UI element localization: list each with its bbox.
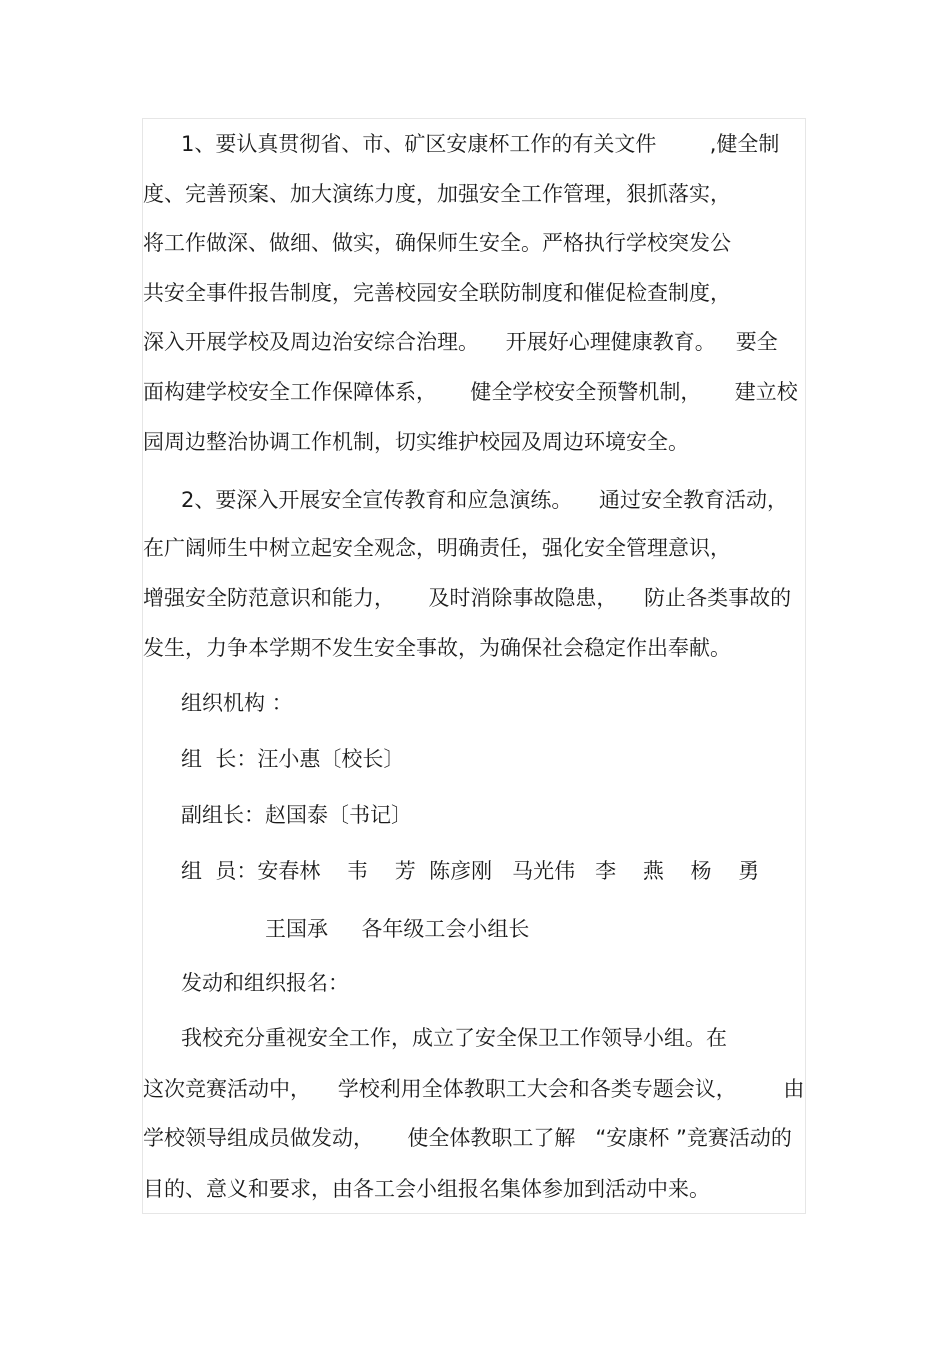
paragraph1-line-7: 园周边整治协调工作机制，切实维护校园及周边环境安全。 — [143, 430, 689, 454]
paragraph1-line-6: 面构建学校安全工作保障体系， 健全学校安全预警机制， 建立校 — [143, 380, 798, 404]
paragraph2-line-3: 增强安全防范意识和能力， 及时消除事故隐患， 防止各类事故的 — [143, 586, 792, 610]
paragraph2-line-2: 在广阔师生中树立起安全观念，明确责任，强化安全管理意识， — [143, 536, 731, 560]
paragraph1-line-3: 将工作做深、做细、做实，确保师生安全。严格执行学校突发公 — [143, 231, 731, 255]
paragraph3-line-2: 这次竞赛活动中， 学校利用全体教职工大会和各类专题会议， 由 — [143, 1077, 805, 1101]
paragraph1-line-4: 共安全事件报告制度，完善校园安全联防制度和催促检查制度， — [143, 281, 731, 305]
members-line-2: 王国承 各年级工会小组长 — [265, 917, 530, 941]
paragraph2-line-1: 2、要深入开展安全宣传教育和应急演练。 通过安全教育活动， — [181, 488, 789, 512]
members-line-1: 组 员：安春林 韦 芳 陈彦刚 马光伟 李 燕 杨 勇 — [181, 859, 760, 883]
deputy-leader-line: 副组长：赵国泰〔书记〕 — [181, 803, 412, 827]
paragraph3-line-1: 我校充分重视安全工作，成立了安全保卫工作领导小组。在 — [181, 1026, 727, 1050]
leader-line: 组 长：汪小惠〔校长〕 — [181, 747, 405, 771]
org-heading: 组织机构 ： — [181, 691, 293, 715]
paragraph3-line-3: 学校领导组成员做发动， 使全体教职工了解 “安康杯 ”竞赛活动的 — [143, 1126, 792, 1150]
paragraph1-line-1: 1、要认真贯彻省、市、矿区安康杯工作的有关文件 ,健全制 — [181, 132, 780, 156]
mobilize-heading: 发动和组织报名： — [181, 971, 349, 995]
paragraph3-line-4: 目的、意义和要求，由各工会小组报名集体参加到活动中来。 — [143, 1177, 710, 1201]
paragraph1-line-2: 度、完善预案、加大演练力度，加强安全工作管理，狠抓落实， — [143, 182, 731, 206]
document-page — [142, 118, 806, 1214]
paragraph1-line-5: 深入开展学校及周边治安综合治理。 开展好心理健康教育。 要全 — [143, 330, 778, 354]
paragraph2-line-4: 发生，力争本学期不发生安全事故，为确保社会稳定作出奉献。 — [143, 636, 731, 660]
